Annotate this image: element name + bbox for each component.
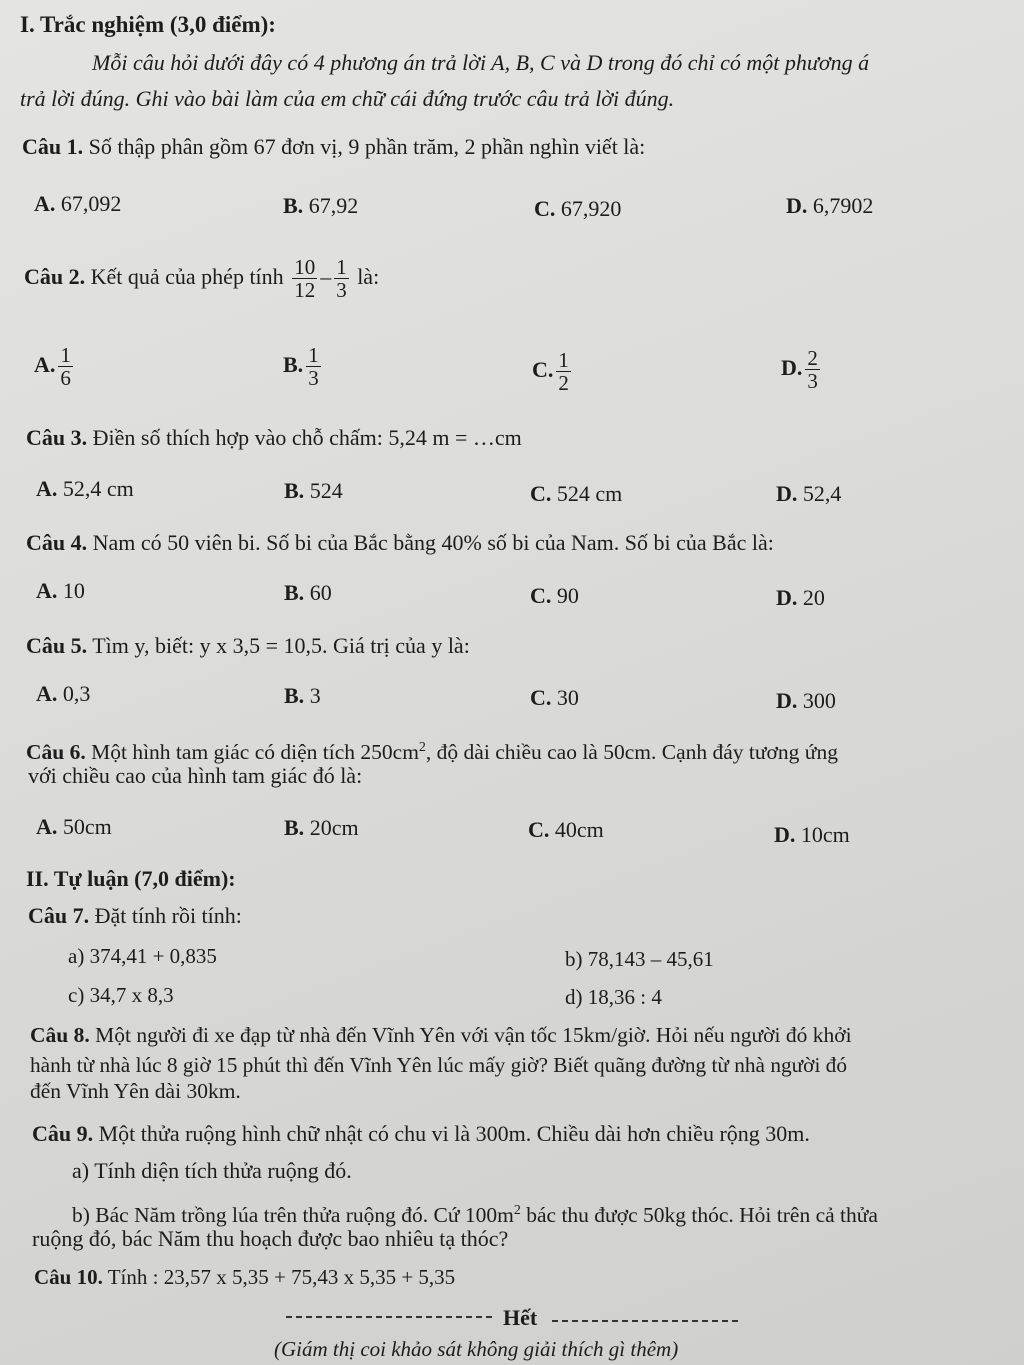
question-label: Câu 2. <box>24 264 86 289</box>
q6-option-c: C. 40cm <box>528 817 604 842</box>
question-label: Câu 9. <box>32 1121 94 1146</box>
question-2: Câu 2. Kết quả của phép tính $\frac{10}{12}$ – $\frac{1}{3}$ là: <box>24 255 380 303</box>
q3-option-a: A. 52,4 cm <box>36 476 134 501</box>
question-label: Câu 7. <box>28 903 90 928</box>
question-text: Điền số thích hợp vào chỗ chấm: 5,24 m = …cm <box>92 425 522 450</box>
question-5 <box>26 633 470 659</box>
question-7 <box>28 903 242 929</box>
question-label: Câu 3. <box>26 425 88 450</box>
q2-option-b: B. $\frac{1}{3}$ <box>283 343 319 391</box>
q5-option-c: C. 30 <box>530 685 579 710</box>
q4-option-c: C. 90 <box>530 583 579 608</box>
q6-option-d: D. 10cm <box>774 822 850 847</box>
q3-option-d: D. 52,4 <box>776 481 842 506</box>
q2-option-d: D. $\frac{2}{3}$ <box>781 346 818 394</box>
q6-option-b: B. 20cm <box>284 815 359 840</box>
question-text: Đặt tính rồi tính: <box>94 903 242 928</box>
end-divider-right <box>552 1320 738 1322</box>
q4-option-a: A. 10 <box>36 578 85 603</box>
question-text: Nam có 50 viên bi. Số bi của Bắc bằng 40% số bi của Nam. Số bi của Bắc là: <box>92 530 774 555</box>
instruction-line2: trả lời đúng. Ghi vào bài làm của em chữ cái đứng trước câu trả lời đúng. <box>20 86 675 111</box>
question-9: Câu 9. Một thửa ruộng hình chữ nhật có chu vi là 300m. Chiều dài hơn chiều rộng 30m. <box>32 1121 810 1146</box>
part2-title: II. Tự luận (7,0 điểm): <box>26 866 236 891</box>
q3-option-b: B. 524 <box>284 478 343 503</box>
q4-option-d: D. 20 <box>776 585 825 610</box>
q1-option-c: C. 67,920 <box>534 196 622 221</box>
q6-option-a: A. 50cm <box>36 814 112 839</box>
question-1 <box>22 134 645 160</box>
q5-option-b: B. 3 <box>284 683 321 708</box>
q7-item-a: a) 374,41 + 0,835 <box>68 944 217 968</box>
instruction-line1: Mỗi câu hỏi dưới đây có 4 phương án trả lời A, B, C và D trong đó chỉ có một phương á <box>92 50 870 75</box>
q1-option-d: D. 6,7902 <box>786 193 874 218</box>
q5-option-d: D. 300 <box>776 688 836 713</box>
q7-item-b: b) 78,143 – 45,61 <box>565 947 714 971</box>
question-text: Kết quả của phép tính <box>90 264 284 289</box>
question-text: Số thập phân gồm 67 đơn vị, 9 phần trăm, 2 phần nghìn viết là: <box>88 134 646 159</box>
q9-item-b: b) Bác Năm trồng lúa trên thửa ruộng đó. Cứ $100m^2$ bác thu được 50kg thóc. Hỏi trên cả thửa <box>72 1203 878 1228</box>
question-label: Câu 8. <box>30 1023 90 1047</box>
question-text: Tìm y, biết: y x 3,5 = 10,5. Giá trị của y là: <box>92 633 470 658</box>
q9-item-a: a) Tính diện tích thửa ruộng đó. <box>72 1158 352 1183</box>
q1-option-b: B. 67,92 <box>283 193 359 218</box>
question-8-line2: hành từ nhà lúc 8 giờ 15 phút thì đến Vĩnh Yên lúc mấy giờ? Biết quãng đường từ nhà người đó <box>30 1053 847 1077</box>
question-3 <box>26 425 522 451</box>
question-label: Câu 5. <box>26 633 88 658</box>
question-4 <box>26 530 774 556</box>
question-6: Câu 6. Một hình tam giác có diện tích $250cm^2$, độ dài chiều cao là 50cm. Cạnh đáy tương ứng <box>26 740 838 765</box>
fraction-10-12: $\frac{10}{12}$ <box>294 255 316 303</box>
q3-option-c: C. 524 cm <box>530 481 623 506</box>
question-8: Câu 8. Một người đi xe đạp từ nhà đến Vĩnh Yên với vận tốc 15km/giờ. Hỏi nếu người đó khởi <box>30 1023 852 1047</box>
footer-note: (Giám thị coi khảo sát không giải thích gì thêm) <box>274 1337 679 1361</box>
fraction-1-3: $\frac{1}{3}$ <box>336 255 347 303</box>
q7-item-d: d) 18,36 : 4 <box>565 985 662 1009</box>
question-label: Câu 6. <box>26 740 86 765</box>
q5-option-a: A. 0,3 <box>36 681 91 706</box>
question-6-line2: với chiều cao của hình tam giác đó là: <box>28 763 363 788</box>
question-10: Câu 10. Tính : 23,57 x 5,35 + 75,43 x 5,35 + 5,35 <box>34 1265 456 1289</box>
end-label: Hết <box>503 1305 538 1330</box>
q1-option-a: A. 67,092 <box>34 191 122 216</box>
q4-option-b: B. 60 <box>284 580 332 605</box>
q9-item-b-line2: ruộng đó, bác Năm thu hoạch được bao nhiêu tạ thóc? <box>32 1226 509 1251</box>
q7-item-c: c) 34,7 x 8,3 <box>68 983 174 1007</box>
question-label: Câu 4. <box>26 530 88 555</box>
q2-option-a: A. $\frac{1}{6}$ <box>34 343 71 391</box>
part1-title: I. Trắc nghiệm (3,0 điểm): <box>20 12 276 37</box>
q2-option-c: C. $\frac{1}{2}$ <box>532 348 569 396</box>
question-label: Câu 10. <box>34 1265 103 1289</box>
question-8-line3: đến Vĩnh Yên dài 30km. <box>30 1079 241 1103</box>
end-divider-left <box>286 1316 492 1318</box>
question-label: Câu 1. <box>22 134 84 159</box>
